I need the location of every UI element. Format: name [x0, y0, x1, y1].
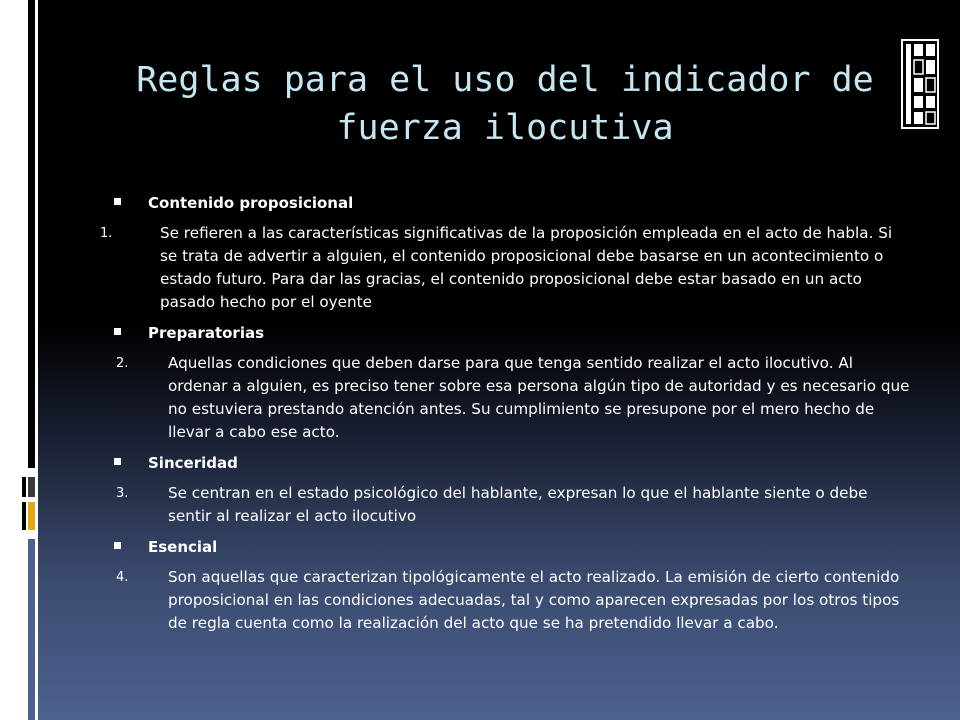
section-heading-row	[100, 536, 910, 560]
list-item	[100, 352, 910, 444]
list-item-text: Aquellas condiciones que deben darse para que tenga sentido realizar el acto ilocutivo. Al ordenar a alguien, es preciso tener sobre esa persona algún tipo de autoridad y es necesario que no estuviera prestando atención antes. Su cumplimiento se presupone por el mero hecho de llevar a cabo ese acto.	[168, 354, 910, 441]
section-heading: Preparatorias	[148, 324, 265, 342]
window-grid-icon	[900, 38, 940, 130]
section-heading: Sinceridad	[148, 454, 238, 472]
list-item-text: Son aquellas que caracterizan tipológicamente el acto realizado. La emisión de cierto contenido proposicional en las condiciones adecuadas, tal y como aparecen expresadas por los otros tipos de regla cuenta como la realización del acto que se ha pretendido llevar a cabo.	[168, 568, 900, 632]
list-number: 4.	[116, 570, 129, 585]
rules-content	[100, 192, 910, 643]
list-item	[100, 566, 910, 635]
left-bar-accent-black-2	[22, 502, 26, 530]
list-item	[100, 482, 910, 528]
list-number: 3.	[116, 486, 129, 501]
list-item	[100, 222, 910, 314]
section-heading-row	[100, 192, 910, 216]
left-bar-gray	[28, 477, 35, 497]
square-bullet-icon	[114, 542, 121, 549]
square-bullet-icon	[114, 458, 121, 465]
left-bar-blue	[28, 539, 35, 720]
left-bar-black	[28, 0, 35, 468]
left-bar-accent-black	[22, 477, 26, 497]
square-bullet-icon	[114, 198, 121, 205]
list-number: 1.	[100, 226, 113, 241]
square-bullet-icon	[114, 328, 121, 335]
list-number: 2.	[116, 356, 129, 371]
left-decoration	[0, 0, 38, 720]
list-item-text: Se refieren a las características significativas de la proposición empleada en el acto de habla. Si se trata de advertir a alguien, el contenido proposicional debe basarse en un acontecimiento o estado futuro. Para dar las gracias, el contenido proposicional debe estar basado en un acto pasado hecho por el oyente	[160, 224, 893, 311]
left-bar-orange	[28, 502, 35, 530]
section-heading-row	[100, 322, 910, 346]
section-heading: Contenido proposicional	[148, 194, 354, 212]
section-heading-row	[100, 452, 910, 476]
section-heading: Esencial	[148, 538, 218, 556]
list-item-text: Se centran en el estado psicológico del hablante, expresan lo que el hablante siente o debe sentir al realizar el acto ilocutivo	[168, 484, 868, 525]
slide-title: Reglas para el uso del indicador de fuerza ilocutiva	[136, 60, 874, 148]
